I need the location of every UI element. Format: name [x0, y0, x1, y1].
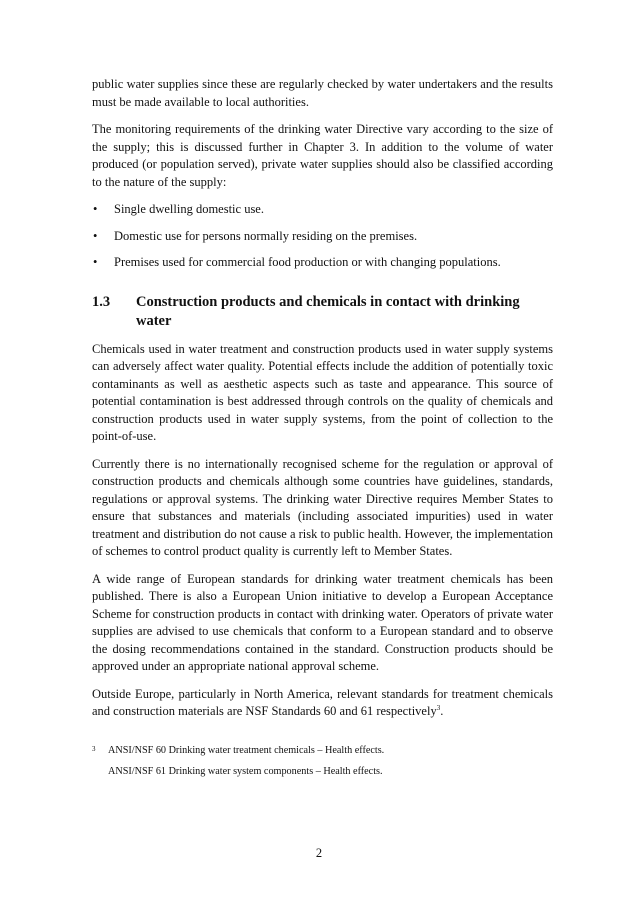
section-heading [92, 293, 553, 331]
footnote-reference[interactable]: 3 [436, 703, 441, 712]
section-number: 1.3 [92, 293, 111, 310]
list-item-text: Premises used for commercial food production or with changing populations. [114, 255, 501, 269]
bullet-icon: • [93, 228, 98, 243]
last-paragraph [92, 686, 553, 721]
bullet-icon: • [93, 202, 98, 216]
footnote-line: ANSI/NSF 61 Drinking water system components – Health effects. [108, 766, 383, 777]
section-title: Construction products and chemicals in contact with drinking water [136, 293, 520, 329]
last-paragraph-end: . [440, 704, 444, 718]
list-item [92, 254, 553, 272]
body-paragraph: Chemicals used in water treatment and construction products used in water supply systems can adversely affect water quality. Potential effects include the addition of potentially toxic contaminants as well as aesthetic aspects such as taste and appearance. This source of potential contamination is best addressed through controls on the quality of chemicals and construction products used in water supply systems, from the point of collection to the point-of-use. [92, 341, 553, 443]
list-item [92, 228, 553, 246]
intro-paragraph: public water supplies since these are regularly checked by water undertakers and the results must be made available to local authorities. [92, 77, 553, 109]
list-item-text: Single dwelling domestic use. [114, 202, 264, 216]
list-item-text: Domestic use for persons normally residing on the premises. [114, 228, 418, 243]
supply-type-list [92, 201, 553, 272]
body-paragraph: Currently there is no internationally recognised scheme for the regulation or approval of construction products and chemicals although some countries have guidelines, standards, regulations or approval systems. The drinking water Directive requires Member States to ensure that substances and materials (including associated impurities) used in water treatment and distribution do not cause a risk to public health. However, the implementation of schemes to control product quality is currently left to Member States. [92, 456, 553, 558]
body-paragraph: A wide range of European standards for drinking water treatment chemicals has been published. There is also a European Union initiative to develop a European Acceptance Scheme for construction products in contact with drinking water. Operators of private water supplies are advised to use chemicals that conform to a European standard and to observe the dosing recommendations contained in the standard. Construction products should be approved under an appropriate national approval scheme. [92, 571, 553, 673]
footnote-line: ANSI/NSF 60 Drinking water treatment chemicals – Health effects. [108, 745, 385, 756]
footnotes [92, 744, 553, 779]
footnote-mark: 3 [92, 745, 96, 753]
main-content [92, 76, 553, 721]
footnote-entry [92, 765, 553, 779]
monitoring-paragraph: The monitoring requirements of the drinking water Directive vary according to the size of the supply; this is discussed further in Chapter 3. In addition to the volume of water produced (or population served), private water supplies should also be classified according to the nature of the supply: [92, 122, 553, 189]
last-paragraph-text: Outside Europe, particularly in North America, relevant standards for treatment chemicals and construction materials are NSF Standards 60 and 61 respectively [92, 686, 553, 718]
page-number: 2 [315, 846, 323, 860]
list-item [92, 201, 553, 219]
footnote-entry [92, 744, 553, 758]
bullet-icon: • [93, 255, 98, 269]
